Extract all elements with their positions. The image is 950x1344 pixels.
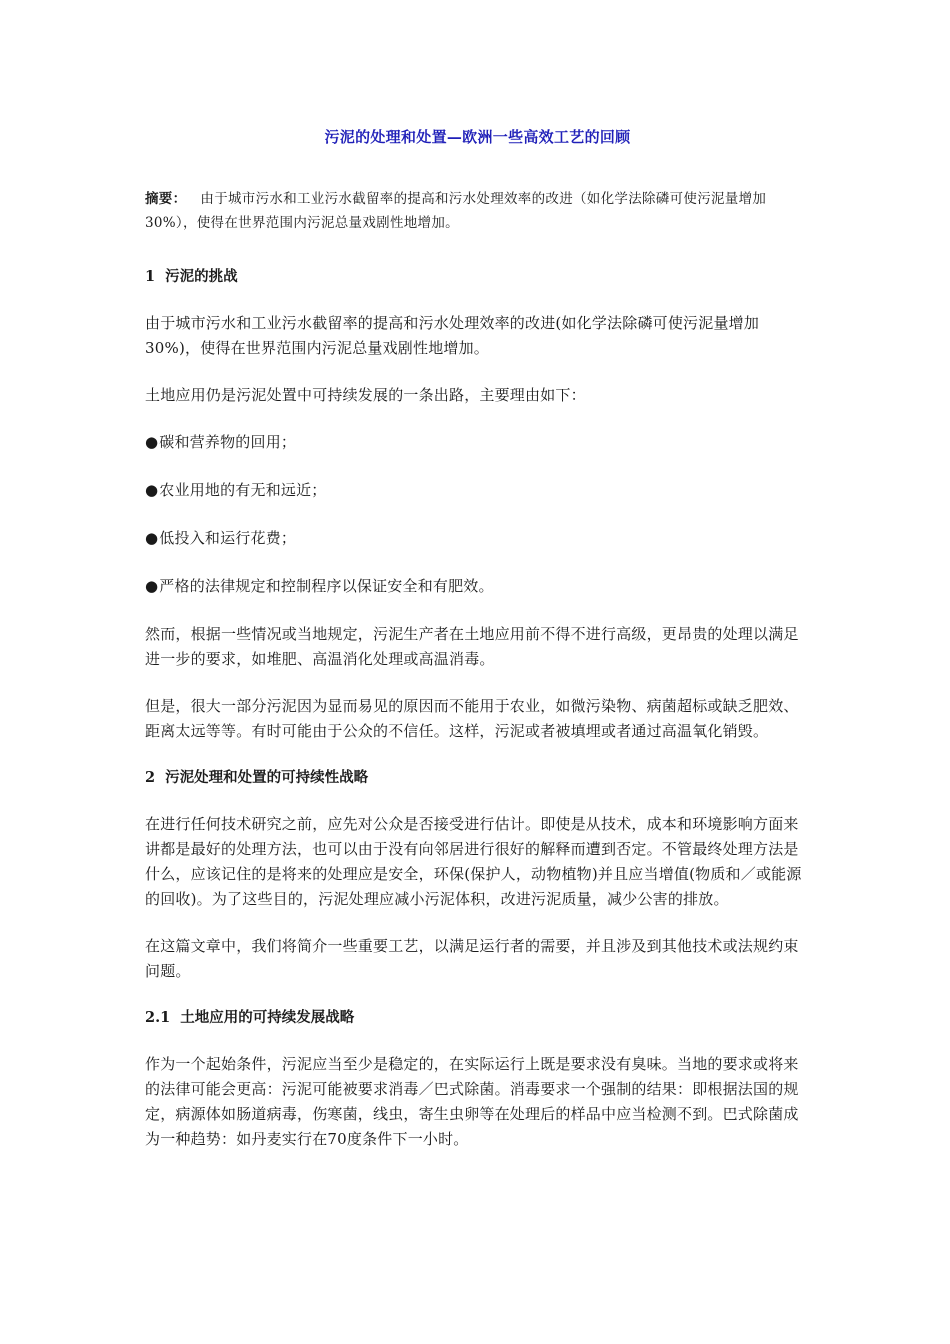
section-2-title: 污泥处理和处置的可持续性战略	[165, 769, 369, 786]
section-1-number: 1	[145, 268, 156, 285]
list-item-text: 农业用地的有无和远近；	[159, 481, 327, 499]
section-1-paragraph-4: 但是，很大一部分污泥因为显而易见的原因而不能用于农业，如微污染物、病菌超标或缺乏肥效、距离太远等等。有时可能由于公众的不信任。这样，污泥或者被填埋或者通过高温氧化销毁。	[145, 697, 799, 740]
list-item-text: 碳和营养物的回用；	[159, 433, 297, 451]
document-body	[145, 126, 810, 1174]
abstract-text: 由于城市污水和工业污水截留率的提高和污水处理效率的改进（如化学法除磷可使污泥量增加30%），使得在世界范围内污泥总量戏剧性地增加。	[145, 191, 767, 231]
section-1-paragraph-3: 然而，根据一些情况或当地规定，污泥生产者在土地应用前不得不进行高级，更昂贵的处理以满足进一步的要求，如堆肥、高温消化处理或高温消毒。	[145, 625, 799, 668]
section-2-1-number: 2.1	[145, 1009, 171, 1026]
section-2-1-title: 土地应用的可持续发展战略	[180, 1009, 355, 1026]
list-item	[145, 526, 810, 551]
section-2-paragraph-1: 在进行任何技术研究之前，应先对公众是否接受进行估计。即使是从技术，成本和环境影响方面来讲都是最好的处理方法，也可以由于没有向邻居进行很好的解释而遭到否定。不管最终处理方法是什么，应该记住的是将来的处理应是安全，环保(保护人，动物植物)并且应当增值(物质和／或能源的回收)。为了这些目的，污泥处理应减小污泥体积，改进污泥质量，减少公害的排放。	[145, 815, 802, 908]
list-item	[145, 478, 810, 503]
bullet-icon: ●	[145, 481, 159, 499]
section-2-1-paragraph-1: 作为一个起始条件，污泥应当至少是稳定的，在实际运行上既是要求没有臭味。当地的要求或将来的法律可能会更高：污泥可能被要求消毒／巴式除菌。消毒要求一个强制的结果：即根据法国的规定，病源体如肠道病毒，伤寒菌，线虫，寄生虫卵等在处理后的样品中应当检测不到。巴式除菌成为一种趋势：如丹麦实行在70度条件下一小时。	[145, 1055, 799, 1148]
list-item-text: 低投入和运行花费；	[159, 529, 297, 547]
document-title: 污泥的处理和处置—欧洲一些高效工艺的回顾	[324, 128, 631, 146]
bullet-icon: ●	[145, 577, 159, 595]
list-item-text: 严格的法律规定和控制程序以保证安全和有肥效。	[159, 577, 494, 595]
abstract	[145, 187, 810, 235]
section-2-heading	[145, 766, 810, 790]
section-1-paragraph-2: 土地应用仍是污泥处置中可持续发展的一条出路，主要理由如下：	[145, 386, 586, 404]
abstract-label: 摘要：	[145, 191, 187, 207]
section-2-number: 2	[145, 769, 156, 786]
bullet-icon: ●	[145, 433, 159, 451]
section-2-1-heading	[145, 1006, 810, 1030]
section-1-paragraph-1: 由于城市污水和工业污水截留率的提高和污水处理效率的改进(如化学法除磷可使污泥量增加30%)，使得在世界范围内污泥总量戏剧性地增加。	[145, 314, 760, 357]
bullet-icon: ●	[145, 529, 159, 547]
list-item	[145, 430, 810, 455]
list-item	[145, 574, 810, 599]
section-2-paragraph-2: 在这篇文章中，我们将简介一些重要工艺，以满足运行者的需要，并且涉及到其他技术或法规约束问题。	[145, 937, 799, 980]
section-1-title: 污泥的挑战	[165, 268, 238, 285]
section-1-heading	[145, 265, 810, 289]
